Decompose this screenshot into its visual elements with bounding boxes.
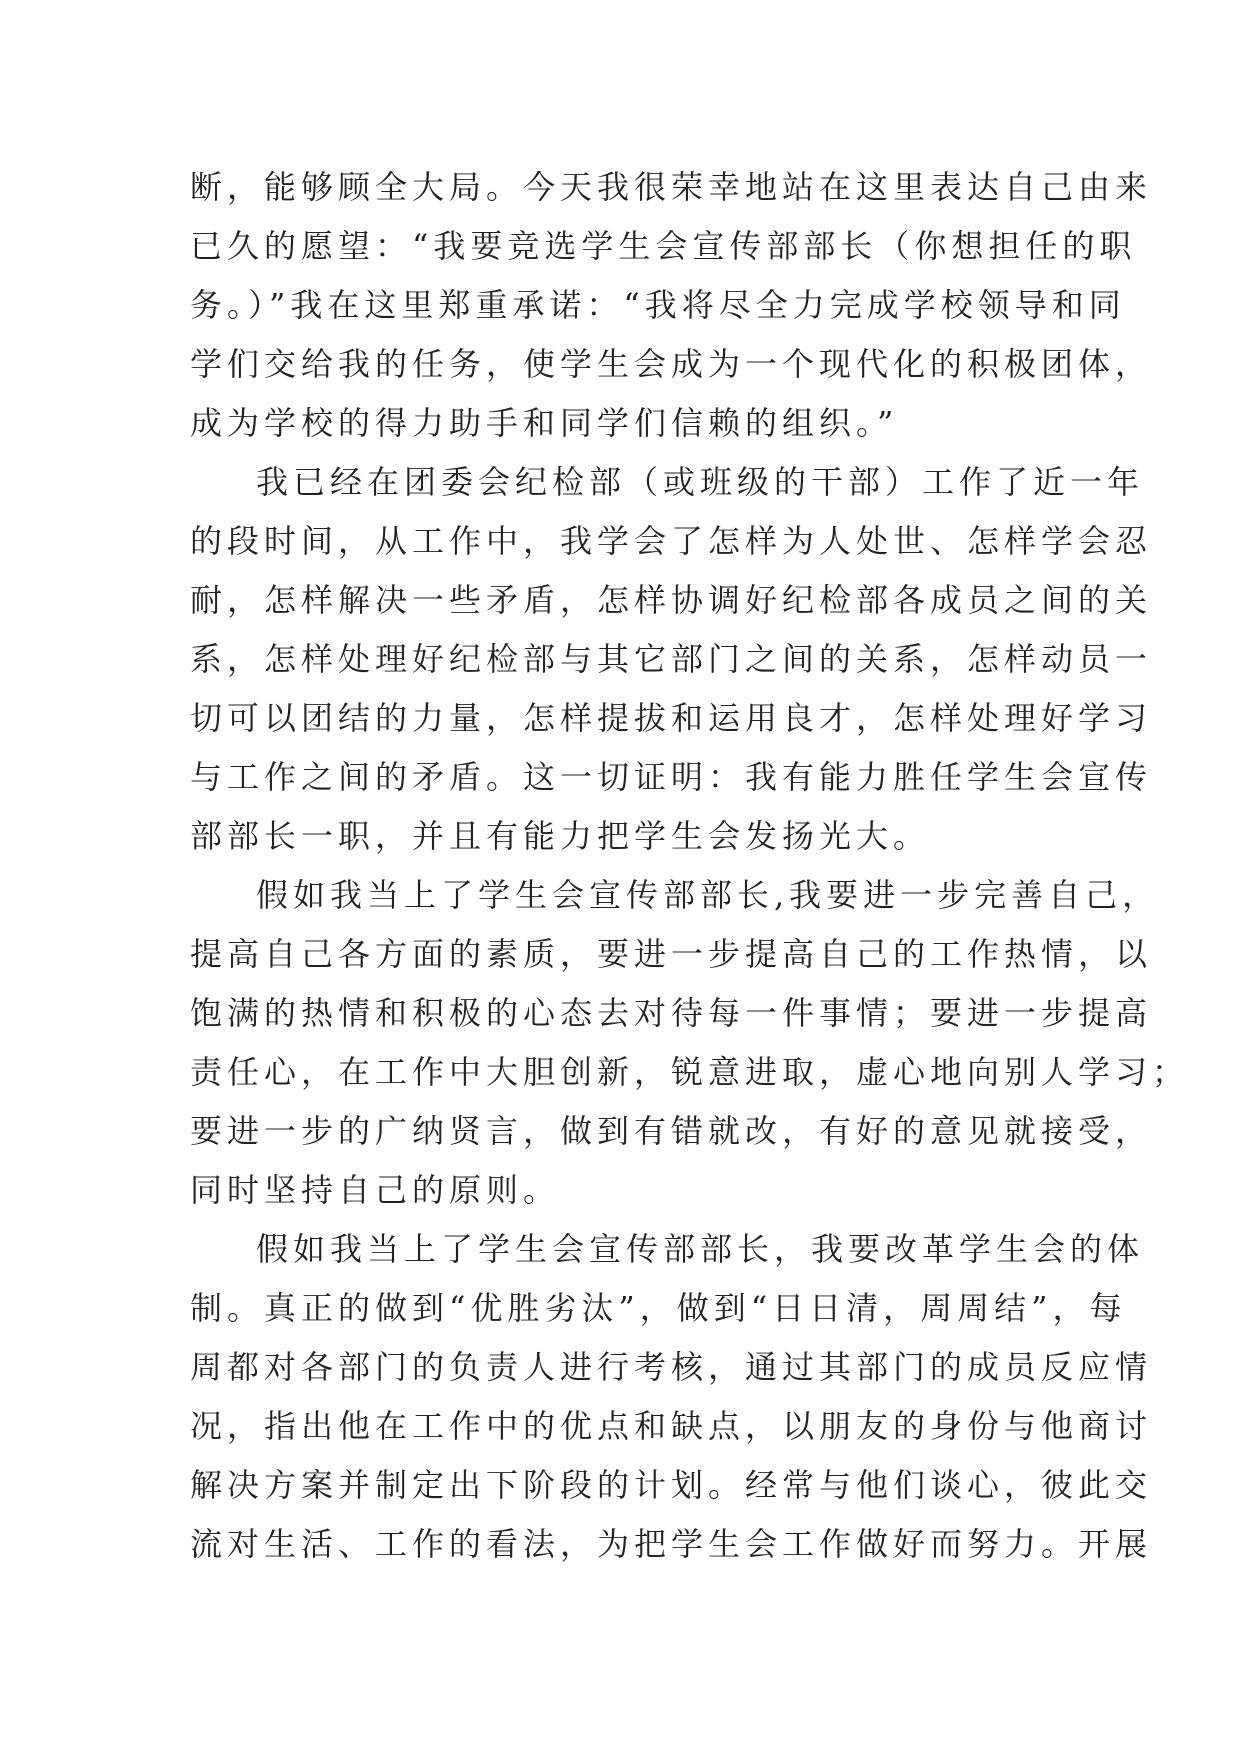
text-line: 制。真正的做到“优胜劣汰”，做到“日日清，周周结”，每 [190, 1289, 1127, 1327]
text-line: 务。）”我在这里郑重承诺：“我将尽全力完成学校领导和同 [190, 286, 1126, 324]
text-line: 饱满的热情和积极的心态去对待每一件事情；要进一步提高 [190, 994, 1153, 1032]
text-line: 学们交给我的任务，使学生会成为一个现代化的积极团体， [190, 345, 1153, 383]
text-line: 解决方案并制定出下阶段的计划。经常与他们谈心，彼此交 [190, 1466, 1153, 1504]
text-line: 况，指出他在工作中的优点和缺点，以朋友的身份与他商讨 [190, 1407, 1153, 1445]
text-line: 同时坚持自己的原则。 [190, 1171, 561, 1209]
body-text [190, 158, 1190, 1574]
text-line: 系，怎样处理好纪检部与其它部门之间的关系，怎样动员一 [190, 640, 1153, 678]
text-line: 假如我当上了学生会宣传部部长，我要改革学生会的体 [256, 1230, 1145, 1268]
paragraph-3 [190, 866, 1190, 1220]
text-line: 的段时间，从工作中，我学会了怎样为人处世、怎样学会忍 [190, 522, 1153, 560]
text-line: 提高自己各方面的素质，要进一步提高自己的工作热情，以 [190, 935, 1153, 973]
paragraph-2 [190, 453, 1153, 866]
text-line: 要进一步的广纳贤言，做到有错就改，有好的意见就接受， [190, 1112, 1153, 1150]
text-line: 周都对各部门的负责人进行考核，通过其部门的成员反应情 [190, 1348, 1153, 1386]
text-line: 部部长一职，并且有能力把学生会发扬光大。 [190, 817, 931, 855]
paragraph-4 [190, 1220, 1153, 1574]
text-line: 耐，怎样解决一些矛盾，怎样协调好纪检部各成员之间的关 [190, 581, 1153, 619]
text-line: 责任心，在工作中大胆创新，锐意进取，虚心地向别人学习； [190, 1053, 1190, 1091]
text-line: 我已经在团委会纪检部（或班级的干部）工作了近一年 [256, 463, 1145, 501]
text-line: 流对生活、工作的看法，为把学生会工作做好而努力。开展 [190, 1525, 1153, 1563]
text-line: 假如我当上了学生会宣传部部长,我要进一步完善自己， [256, 876, 1160, 914]
paragraph-1 [190, 158, 1153, 453]
text-line: 切可以团结的力量，怎样提拔和运用良才，怎样处理好学习 [190, 699, 1153, 737]
text-line: 已久的愿望：“我要竞选学生会宣传部部长（你想担任的职 [190, 227, 1137, 265]
text-line: 与工作之间的矛盾。这一切证明：我有能力胜任学生会宣传 [190, 758, 1153, 796]
text-line: 成为学校的得力助手和同学们信赖的组织。” [190, 404, 899, 442]
text-line: 断，能够顾全大局。今天我很荣幸地站在这里表达自己由来 [190, 168, 1153, 206]
